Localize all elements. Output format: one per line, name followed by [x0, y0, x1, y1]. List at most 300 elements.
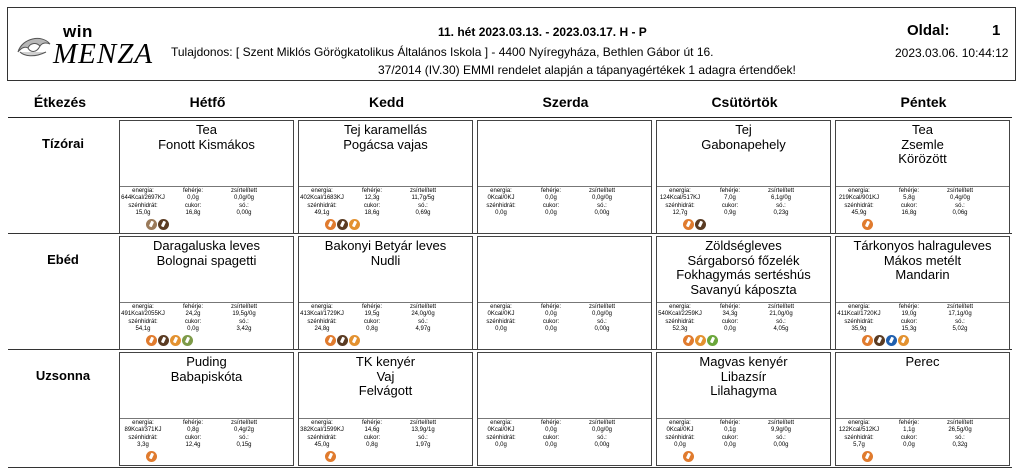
gluten-allergen-icon — [683, 335, 694, 346]
column-header-tuesday: Kedd — [369, 94, 404, 110]
nutrient-label-energy: energia: — [669, 420, 691, 426]
dish-name: Sárgaborsó főzelék — [687, 252, 800, 268]
milk-allergen-icon — [158, 219, 169, 230]
gluten-allergen-icon — [683, 451, 694, 462]
dish-list — [836, 353, 1009, 419]
nutrient-label-carb: szénhidrát: — [844, 203, 874, 209]
nutrient-label-protein: fehérje: — [361, 304, 382, 310]
nutrition-block — [120, 187, 293, 233]
nutrition-block — [299, 303, 472, 349]
egg-allergen-icon — [695, 335, 706, 346]
nutrient-value-sugar: 18,6g — [364, 210, 380, 216]
nutrient-value-sugar: 0,0g — [903, 442, 915, 448]
gluten-allergen-icon — [862, 335, 873, 346]
dish-list — [657, 121, 830, 187]
meal-row — [8, 350, 1012, 468]
nutrient-value-energy: 382Kcal/1599KJ — [300, 427, 344, 433]
nutrient-label-sat-fat: zsírtelített — [767, 304, 794, 310]
nutrient-value-salt: 0,00g — [594, 442, 610, 448]
menu-cell-thursday — [656, 120, 831, 234]
nutrient-label-sugar: cukor: — [900, 319, 918, 325]
nutrient-value-carb: 12,7g — [672, 210, 688, 216]
nutrient-value-salt: 0,00g — [236, 210, 252, 216]
nutrient-value-sugar: 0,0g — [545, 442, 557, 448]
nutrient-value-sat-fat: 26,5g/0g — [948, 427, 972, 433]
nutrient-value-sat-fat: 0,0g/0g — [591, 311, 613, 317]
nutrient-label-sugar: cukor: — [184, 435, 202, 441]
nutrient-value-protein: 0,8g — [187, 427, 199, 433]
nutrient-value-energy: 413Kcal/1729KJ — [300, 311, 344, 317]
gluten-allergen-icon — [325, 451, 336, 462]
gluten-allergen-icon — [862, 451, 873, 462]
column-header-thursday: Csütörtök — [711, 94, 778, 110]
meal-row — [8, 234, 1012, 350]
nutrient-label-sat-fat: zsírtelített — [409, 304, 436, 310]
nutrient-value-sugar: 15,3g — [901, 326, 917, 332]
dish-name: Tej karamellás — [343, 122, 428, 137]
nutrient-label-protein: fehérje: — [898, 188, 919, 194]
nutrient-label-salt: só.: — [239, 319, 249, 325]
nutrient-label-sat-fat: zsírtelített — [588, 420, 615, 426]
allergen-icons — [862, 451, 873, 463]
nutrient-label-protein: fehérje: — [182, 188, 203, 194]
nutrient-value-energy: 89Kcal/371KJ — [124, 427, 162, 433]
allergen-icons — [325, 219, 360, 231]
nutrient-label-energy: energia: — [132, 188, 154, 194]
dish-name: Savanyú káposzta — [690, 281, 797, 297]
nutrient-label-sat-fat: zsírtelített — [767, 420, 794, 426]
nutrient-value-sugar: 0,8g — [366, 442, 378, 448]
menu-cell-friday — [835, 120, 1010, 234]
menu-cell-tuesday — [298, 352, 473, 466]
nutrient-label-protein: fehérje: — [898, 304, 919, 310]
dish-list — [478, 353, 651, 419]
nutrient-label-carb: szénhidrát: — [486, 319, 516, 325]
nutrient-value-sugar: 12,4g — [185, 442, 201, 448]
nutrient-value-sat-fat: 13,9g/1g — [411, 427, 435, 433]
column-header-meal: Étkezés — [33, 94, 87, 110]
nutrient-label-energy: energia: — [848, 420, 870, 426]
nutrient-label-protein: fehérje: — [540, 304, 561, 310]
nutrient-label-carb: szénhidrát: — [307, 319, 337, 325]
dish-name: Körözött — [898, 151, 947, 166]
milk-allergen-icon — [337, 219, 348, 230]
meal-label: Ebéd — [47, 252, 79, 267]
nutrient-value-salt: 3,42g — [236, 326, 252, 332]
nutrient-label-energy: energia: — [669, 304, 691, 310]
nutrient-value-salt: 1,97g — [415, 442, 431, 448]
nutrient-value-sugar: 0,0g — [724, 326, 736, 332]
nutrition-block — [836, 187, 1009, 233]
nutrient-label-sugar: cukor: — [900, 203, 918, 209]
nutrient-value-protein: 12,3g — [364, 195, 380, 201]
nutrient-value-carb: 0,0g — [495, 326, 507, 332]
dish-name: Fokhagymás sertéshús — [676, 267, 811, 282]
celery-allergen-icon — [182, 335, 193, 346]
dish-list — [657, 353, 830, 419]
nutrient-value-salt: 0,15g — [236, 442, 252, 448]
nutrient-value-energy: 411Kcal/1720KJ — [837, 311, 881, 317]
nutrient-label-salt: só.: — [418, 319, 428, 325]
nutrient-value-protein: 24,2g — [185, 311, 201, 317]
dish-name: Nudli — [370, 252, 401, 268]
nutrient-value-salt: 5,02g — [952, 326, 968, 332]
nutrient-value-sat-fat: 17,1g/0g — [948, 311, 972, 317]
nutrient-label-sat-fat: zsírtelített — [946, 188, 973, 194]
fish-allergen-icon — [886, 335, 897, 346]
nutrient-label-sugar: cukor: — [542, 203, 560, 209]
nutrition-block — [836, 419, 1009, 465]
nutrient-value-protein: 0,0g — [187, 195, 199, 201]
nutrient-label-sugar: cukor: — [721, 435, 739, 441]
decree-note: 37/2014 (IV.30) EMMI rendelet alapján a tápanyagértékek 1 adagra értendőek! — [378, 63, 796, 77]
nutrient-label-salt: só.: — [955, 203, 965, 209]
nutrient-label-carb: szénhidrát: — [307, 435, 337, 441]
dish-name: Zsemle — [901, 136, 944, 152]
nutrient-label-salt: só.: — [955, 435, 965, 441]
dish-name: Lilahagyma — [710, 383, 777, 398]
dish-list — [299, 237, 472, 303]
milk-allergen-icon — [695, 219, 706, 230]
nutrient-label-protein: fehérje: — [540, 420, 561, 426]
nutrient-value-energy: 0Kcal/0KJ — [487, 427, 515, 433]
nutrient-value-energy: 402Kcal/1683KJ — [300, 195, 344, 201]
nutrient-label-energy: energia: — [132, 304, 154, 310]
nutrient-label-sugar: cukor: — [721, 203, 739, 209]
owner-line: Tulajdonos: [ Szent Miklós Görögkatolikus Általános Iskola ] - 4400 Nyíregyháza, Bethlen Gábor út 16. — [171, 45, 714, 59]
nutrition-block — [299, 419, 472, 465]
nutrient-value-salt: 4,05g — [773, 326, 789, 332]
menu-cell-monday — [119, 236, 294, 350]
nutrient-label-carb: szénhidrát: — [665, 319, 695, 325]
dish-name: Fonott Kismákos — [158, 136, 255, 152]
croissant-icon — [16, 34, 52, 60]
nutrient-label-salt: só.: — [597, 203, 607, 209]
nutrient-value-protein: 0,1g — [724, 427, 736, 433]
nutrient-value-sat-fat: 19,5g/0g — [232, 311, 256, 317]
dish-name: Felvágott — [358, 383, 413, 398]
nutrient-value-carb: 15,0g — [135, 210, 151, 216]
nutrient-label-salt: só.: — [239, 435, 249, 441]
nutrient-value-protein: 19,5g — [364, 311, 380, 317]
nutrient-label-carb: szénhidrát: — [128, 319, 158, 325]
nutrient-value-sat-fat: 0,0g/0g — [233, 195, 255, 201]
nutrition-block — [836, 303, 1009, 349]
week-range: 11. hét 2023.03.13. - 2023.03.17. H - P — [438, 25, 647, 39]
nutrient-value-carb: 24,8g — [314, 326, 330, 332]
egg-allergen-icon — [170, 335, 181, 346]
nutrient-label-sugar: cukor: — [363, 319, 381, 325]
nutrient-label-salt: só.: — [597, 435, 607, 441]
logo-menza-text: MENZA — [53, 38, 154, 70]
gluten-allergen-icon — [325, 335, 336, 346]
nutrient-label-sat-fat: zsírtelített — [946, 304, 973, 310]
dish-name: TK kenyér — [355, 354, 416, 369]
allergen-icons — [683, 451, 694, 463]
dish-list — [836, 121, 1009, 187]
nutrient-label-salt: só.: — [955, 319, 965, 325]
nutrient-label-carb: szénhidrát: — [486, 203, 516, 209]
page-number: 1 — [992, 22, 1001, 39]
nutrient-value-sat-fat: 0,4g/0g — [949, 195, 971, 201]
dish-list — [299, 121, 472, 187]
nutrition-block — [120, 303, 293, 349]
nutrient-label-energy: energia: — [490, 188, 512, 194]
nutrient-value-sat-fat: 21,0g/0g — [769, 311, 793, 317]
nutrient-label-salt: só.: — [597, 319, 607, 325]
nutrient-label-carb: szénhidrát: — [128, 435, 158, 441]
dish-name: Tea — [912, 122, 933, 137]
nutrient-value-energy: 540Kcal/2259KJ — [658, 311, 702, 317]
column-header-monday: Hétfő — [189, 94, 226, 110]
nutrient-label-energy: energia: — [490, 420, 512, 426]
nutrient-label-energy: energia: — [490, 304, 512, 310]
dish-list — [478, 121, 651, 187]
page-label: Oldal: — [907, 22, 950, 39]
nutrient-label-sugar: cukor: — [184, 203, 202, 209]
nutrient-label-protein: fehérje: — [719, 304, 740, 310]
nutrient-label-sat-fat: zsírtelített — [409, 188, 436, 194]
nutrient-label-energy: energia: — [311, 420, 333, 426]
dish-list — [836, 237, 1009, 303]
menu-grid — [8, 117, 1012, 448]
nutrient-value-carb: 35,9g — [851, 326, 867, 332]
nutrient-value-salt: 0,00g — [594, 210, 610, 216]
nutrient-label-sat-fat: zsírtelített — [946, 420, 973, 426]
nutrient-value-carb: 49,1g — [314, 210, 330, 216]
nutrient-value-energy: 219Kcal/901KJ — [838, 195, 880, 201]
nutrient-value-sat-fat: 9,9g/0g — [770, 427, 792, 433]
meal-label: Uzsonna — [35, 368, 91, 383]
allergen-icons — [146, 219, 169, 231]
nutrient-label-sugar: cukor: — [900, 435, 918, 441]
print-timestamp: 2023.03.06. 10:44:12 — [895, 46, 1009, 60]
dish-name: Mákos metélt — [883, 252, 962, 268]
nutrient-label-protein: fehérje: — [719, 420, 740, 426]
nutrition-block — [478, 303, 651, 349]
egg-allergen-icon — [898, 335, 909, 346]
allergen-icons — [683, 219, 706, 231]
menu-cell-wednesday — [477, 236, 652, 350]
nutrient-value-protein: 0,0g — [545, 427, 557, 433]
dish-name: Pogácsa vajas — [343, 136, 428, 152]
nutrient-label-protein: fehérje: — [361, 420, 382, 426]
nutrient-label-salt: só.: — [418, 435, 428, 441]
menu-cell-wednesday — [477, 352, 652, 466]
nutrient-value-salt: 0,23g — [773, 210, 789, 216]
nutrient-value-energy: 491Kcal/2055KJ — [121, 311, 165, 317]
nutrient-value-sugar: 0,8g — [366, 326, 378, 332]
nutrient-label-sat-fat: zsírtelített — [588, 304, 615, 310]
nutrient-value-energy: 0Kcal/0KJ — [666, 427, 694, 433]
nutrient-label-carb: szénhidrát: — [665, 203, 695, 209]
nutrient-label-sugar: cukor: — [184, 319, 202, 325]
gluten-allergen-icon — [146, 335, 157, 346]
dish-name: Daragaluska leves — [153, 238, 260, 253]
dish-list — [120, 353, 293, 419]
dish-list — [657, 237, 830, 303]
milk-allergen-icon — [874, 335, 885, 346]
nutrient-value-carb: 0,0g — [495, 442, 507, 448]
nutrient-label-carb: szénhidrát: — [665, 435, 695, 441]
nutrient-label-protein: fehérje: — [898, 420, 919, 426]
nutrient-label-sat-fat: zsírtelített — [230, 304, 257, 310]
nutrient-label-protein: fehérje: — [182, 420, 203, 426]
nutrient-label-sugar: cukor: — [721, 319, 739, 325]
dish-name: Gabonapehely — [701, 136, 786, 152]
nutrition-block — [657, 303, 830, 349]
nutrient-value-energy: 124Kcal/517KJ — [659, 195, 701, 201]
nutrient-label-carb: szénhidrát: — [307, 203, 337, 209]
nutrient-value-sat-fat: 0,0g/0g — [591, 427, 613, 433]
dish-list — [299, 353, 472, 419]
menu-cell-monday — [119, 352, 294, 466]
column-header-friday: Péntek — [900, 94, 947, 110]
nutrient-value-carb: 0,0g — [674, 442, 686, 448]
nutrient-value-energy: 122Kcal/512KJ — [838, 427, 880, 433]
nutrient-value-protein: 19,0g — [901, 311, 917, 317]
nutrient-value-salt: 0,32g — [952, 442, 968, 448]
nutrition-block — [657, 187, 830, 233]
egg-allergen-icon — [349, 219, 360, 230]
nutrient-value-carb: 54,1g — [135, 326, 151, 332]
menu-cell-thursday — [656, 352, 831, 466]
menu-cell-friday — [835, 352, 1010, 466]
menu-cell-monday — [119, 120, 294, 234]
allergen-icons — [862, 219, 873, 231]
nutrient-value-salt: 0,06g — [952, 210, 968, 216]
nutrient-value-sat-fat: 6,1g/0g — [770, 195, 792, 201]
dish-name: Tej — [735, 122, 752, 137]
nutrient-value-sat-fat: 0,4g/2g — [233, 427, 255, 433]
milk-allergen-icon — [337, 335, 348, 346]
gluten-allergen-icon — [862, 219, 873, 230]
dish-name: Libazsír — [720, 368, 767, 384]
nutrient-value-sugar: 0,0g — [187, 326, 199, 332]
dish-name: Bolognai spagetti — [156, 252, 257, 268]
gluten-allergen-icon — [325, 219, 336, 230]
nutrient-value-carb: 52,3g — [672, 326, 688, 332]
nutrient-value-sugar: 16,8g — [901, 210, 917, 216]
nutrient-value-salt: 0,69g — [415, 210, 431, 216]
allergen-icons — [325, 451, 336, 463]
meal-label: Tízórai — [42, 136, 84, 151]
nutrient-label-sat-fat: zsírtelített — [588, 188, 615, 194]
dish-name: Vaj — [376, 368, 395, 384]
menu-cell-tuesday — [298, 236, 473, 350]
nutrient-value-carb: 3,3g — [137, 442, 149, 448]
dish-list — [478, 237, 651, 303]
nutrition-block — [657, 419, 830, 465]
allergen-icons — [862, 335, 909, 347]
nutrient-label-energy: energia: — [669, 188, 691, 194]
nutrient-label-energy: energia: — [311, 304, 333, 310]
nutrient-label-sugar: cukor: — [363, 203, 381, 209]
nutrient-label-protein: fehérje: — [540, 188, 561, 194]
nutrient-value-sugar: 0,0g — [545, 210, 557, 216]
nutrient-label-sugar: cukor: — [363, 435, 381, 441]
menu-cell-wednesday — [477, 120, 652, 234]
nutrient-value-salt: 0,00g — [594, 326, 610, 332]
dish-name: Puding — [186, 354, 227, 369]
nutrient-label-salt: só.: — [776, 319, 786, 325]
nutrient-value-sugar: 0,9g — [724, 210, 736, 216]
dish-name: Mandarin — [895, 267, 950, 282]
nutrient-label-energy: energia: — [848, 188, 870, 194]
nutrient-value-sugar: 16,8g — [185, 210, 201, 216]
milk-allergen-icon — [158, 335, 169, 346]
nutrient-label-carb: szénhidrát: — [128, 203, 158, 209]
nutrient-label-carb: szénhidrát: — [844, 319, 874, 325]
nutrient-value-energy: 644Kcal/2697KJ — [121, 195, 165, 201]
dish-name: Bakonyi Betyár leves — [324, 238, 447, 253]
nutrient-label-sat-fat: zsírtelített — [230, 420, 257, 426]
nutrient-label-protein: fehérje: — [182, 304, 203, 310]
nutrient-value-carb: 45,0g — [314, 442, 330, 448]
nutrient-label-salt: só.: — [239, 203, 249, 209]
nutrient-value-salt: 0,00g — [773, 442, 789, 448]
nutrient-value-protein: 0,0g — [545, 311, 557, 317]
nutrient-value-sugar: 0,0g — [724, 442, 736, 448]
egg-allergen-icon — [349, 335, 360, 346]
nutrient-label-protein: fehérje: — [719, 188, 740, 194]
dish-list — [120, 121, 293, 187]
nutrient-value-carb: 45,9g — [851, 210, 867, 216]
logo-win-text: win — [63, 22, 93, 41]
mustard-allergen-icon — [707, 335, 718, 346]
nutrient-value-protein: 0,0g — [545, 195, 557, 201]
nutrient-value-energy: 0Kcal/0KJ — [487, 195, 515, 201]
nutrient-label-sat-fat: zsírtelített — [767, 188, 794, 194]
nutrient-value-sugar: 0,0g — [545, 326, 557, 332]
nutrient-label-sat-fat: zsírtelített — [230, 188, 257, 194]
menu-cell-friday — [835, 236, 1010, 350]
nutrient-label-energy: energia: — [848, 304, 870, 310]
dish-list — [120, 237, 293, 303]
column-header-wednesday: Szerda — [542, 94, 589, 110]
allergen-icons — [325, 335, 360, 347]
allergen-icons — [146, 335, 193, 347]
nutrient-value-carb: 5,7g — [853, 442, 865, 448]
nutrient-value-sat-fat: 11,7g/5g — [411, 195, 435, 201]
nutrient-label-energy: energia: — [311, 188, 333, 194]
nutrient-value-energy: 0Kcal/0KJ — [487, 311, 515, 317]
report-header — [7, 7, 1016, 81]
nutrient-value-protein: 14,6g — [364, 427, 380, 433]
allergen-icons — [146, 451, 157, 463]
nutrient-value-protein: 1,1g — [903, 427, 915, 433]
gluten-allergen-icon — [146, 451, 157, 462]
nutrient-label-carb: szénhidrát: — [486, 435, 516, 441]
nutrient-value-protein: 7,0g — [724, 195, 736, 201]
dish-name: Magvas kenyér — [699, 354, 788, 369]
nutrient-label-salt: só.: — [776, 203, 786, 209]
nutrient-label-carb: szénhidrát: — [844, 435, 874, 441]
nutrition-block — [478, 187, 651, 233]
nutrition-block — [478, 419, 651, 465]
menu-cell-thursday — [656, 236, 831, 350]
winmenza-logo — [16, 16, 161, 74]
nutrient-label-protein: fehérje: — [361, 188, 382, 194]
dish-name: Tárkonyos halraguleves — [853, 238, 992, 253]
dish-name: Zöldségleves — [705, 238, 782, 253]
sesame-allergen-icon — [146, 219, 157, 230]
nutrient-label-energy: energia: — [132, 420, 154, 426]
nutrient-value-salt: 4,97g — [415, 326, 431, 332]
nutrient-value-sat-fat: 0,0g/0g — [591, 195, 613, 201]
dish-name: Perec — [905, 354, 940, 369]
nutrient-label-sugar: cukor: — [542, 435, 560, 441]
